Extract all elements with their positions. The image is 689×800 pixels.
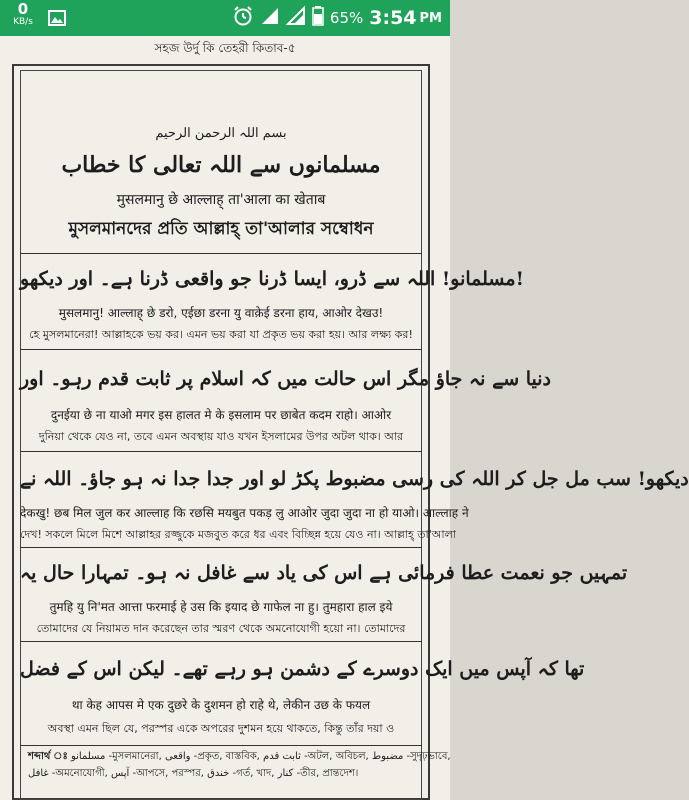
section-2-hindi: दुनईया छे ना याओ मगर इस हालत मे के इसलाम पर छाबेत कदम राहो। आओर <box>50 408 392 422</box>
section-4 <box>20 548 628 642</box>
section-2-bengali: দুনিয়া থেকে যেও না, তবে এমন অবস্থায় যাও যখন ইসলামের উপর অটল থাক। আর <box>38 430 404 443</box>
section-5 <box>20 642 585 746</box>
footnote-glossary <box>20 748 451 782</box>
section-1-urdu: مسلمانو! اللہ سے ڈرو، ایسا ڈرنا جو واقعی ڈرنا ہے۔ اور دیکھو! <box>20 268 524 290</box>
section-3 <box>20 452 689 548</box>
section-5-urdu: تھا کہ آپس میں ایک دوسرے کے دشمن ہو رہے تھے۔ لیکن اس کے فضل <box>20 658 585 680</box>
footnote-label: শব্দার্থ ঃ <box>28 751 68 762</box>
signal-icon <box>260 6 280 30</box>
section-5-bengali: অবস্থা এমন ছিল যে, পরস্পর একে অপরের দুশমন হয়ে থাকতে, কিন্তু তাঁর দয়া ও <box>47 722 395 735</box>
footnote-line-1: مسلمانو -মুসলমানেরা, واقعی -প্রকৃত, বাস্তবিক, ثابت قدم -অটল, অবিচল, مضبوط -সুদৃঢ়ভাবে, <box>70 751 451 762</box>
signal-alt-icon <box>286 6 306 30</box>
section-1 <box>20 254 524 350</box>
section-1-hindi: मुसलमानु! आल्लाह् छे डरो, एईछा डरना यु वाक़ेई डरना हाय, आओर देखउ! <box>58 306 384 320</box>
image-notification-icon <box>48 10 66 30</box>
network-speed-unit: KB/s <box>13 17 33 27</box>
network-speed-value: 0 <box>17 0 29 18</box>
section-4-bengali: তোমাদের যে নিয়ামত দান করেছেন তার স্মরণ থেকে অমনোযোগী হয়ো না। তোমাদের <box>36 622 406 635</box>
title-hindi: मुसलमानु छे आल्लाह् ता'आला का खेताब <box>116 192 326 208</box>
network-speed <box>6 2 40 27</box>
clock: 3:54 <box>369 7 417 29</box>
title-bengali: মুসলমানদের প্রতি আল্লাহ্ তা'আলার সম্বোধন <box>68 219 374 239</box>
section-2 <box>20 350 552 452</box>
page-header: সহজ উর্দু কি তেহরী কিতাব-৫ <box>154 41 296 55</box>
battery-icon <box>312 6 324 30</box>
section-5-hindi: था केह आपस मे एक दुछरे के दुशमन हो राहे थे, लेकीन उछ के फयल <box>71 698 371 712</box>
section-2-urdu: دنیا سے نہ جاؤ مگر اس حالت میں کہ اسلام پر ثابت قدم رہو۔ اور <box>20 368 552 390</box>
section-4-urdu: تمہیں جو نعمت عطا فرمائی ہے اس کی یاد سے غافل نہ ہو۔ تمہارا حال یہ <box>20 562 628 584</box>
alarm-icon <box>232 5 254 31</box>
section-3-hindi: देकखु! छब मिल जुल कर आल्लाह कि रछसि मयबुत पकड़ लु आओर जुदा जुदा ना हो याओ। आल्लाह ने <box>20 506 469 520</box>
title-urdu: مسلمانوں سے اللہ تعالی کا خطاب <box>61 152 381 178</box>
clock-ampm: PM <box>419 10 442 26</box>
battery-percent: 65% <box>329 9 364 27</box>
section-4-hindi: तुमहि यु नि'मत आत्ता फरमाई हे उस कि इयाद छे गाफेल ना हु। तुमहारा हाल इये <box>49 600 393 614</box>
bismillah: بسم اللہ الرحمن الرحیم <box>155 126 287 141</box>
status-bar <box>0 0 450 36</box>
section-1-bengali: হে মুসলমানেরা! আল্লাহকে ভয় কর। এমন ভয় করা যা প্রকৃত ভয় করা হয়। আর লক্ষ্য কর! <box>29 328 413 341</box>
title-block <box>20 72 422 254</box>
section-3-urdu: دیکھو! سب مل جل کر اللہ کی رسی مضبوط پکڑ لو اور جدا جدا نہ ہو جاؤ۔ اللہ نے <box>20 468 689 490</box>
footnote-line-2: غافل -অমনোযোগী, آپس -আপসে, পরস্পর, خندق -গর্ত, খাদ, کنار -তীর, প্রান্তদেশ। <box>28 768 359 779</box>
section-3-bengali: দেখ! সকলে মিলে মিশে আল্লাহর রজ্জুকে মজবুত করে ধর এবং বিচ্ছিন্ন হয়ে যেও না। আল্লাহ্ তা'আলা <box>20 528 456 541</box>
